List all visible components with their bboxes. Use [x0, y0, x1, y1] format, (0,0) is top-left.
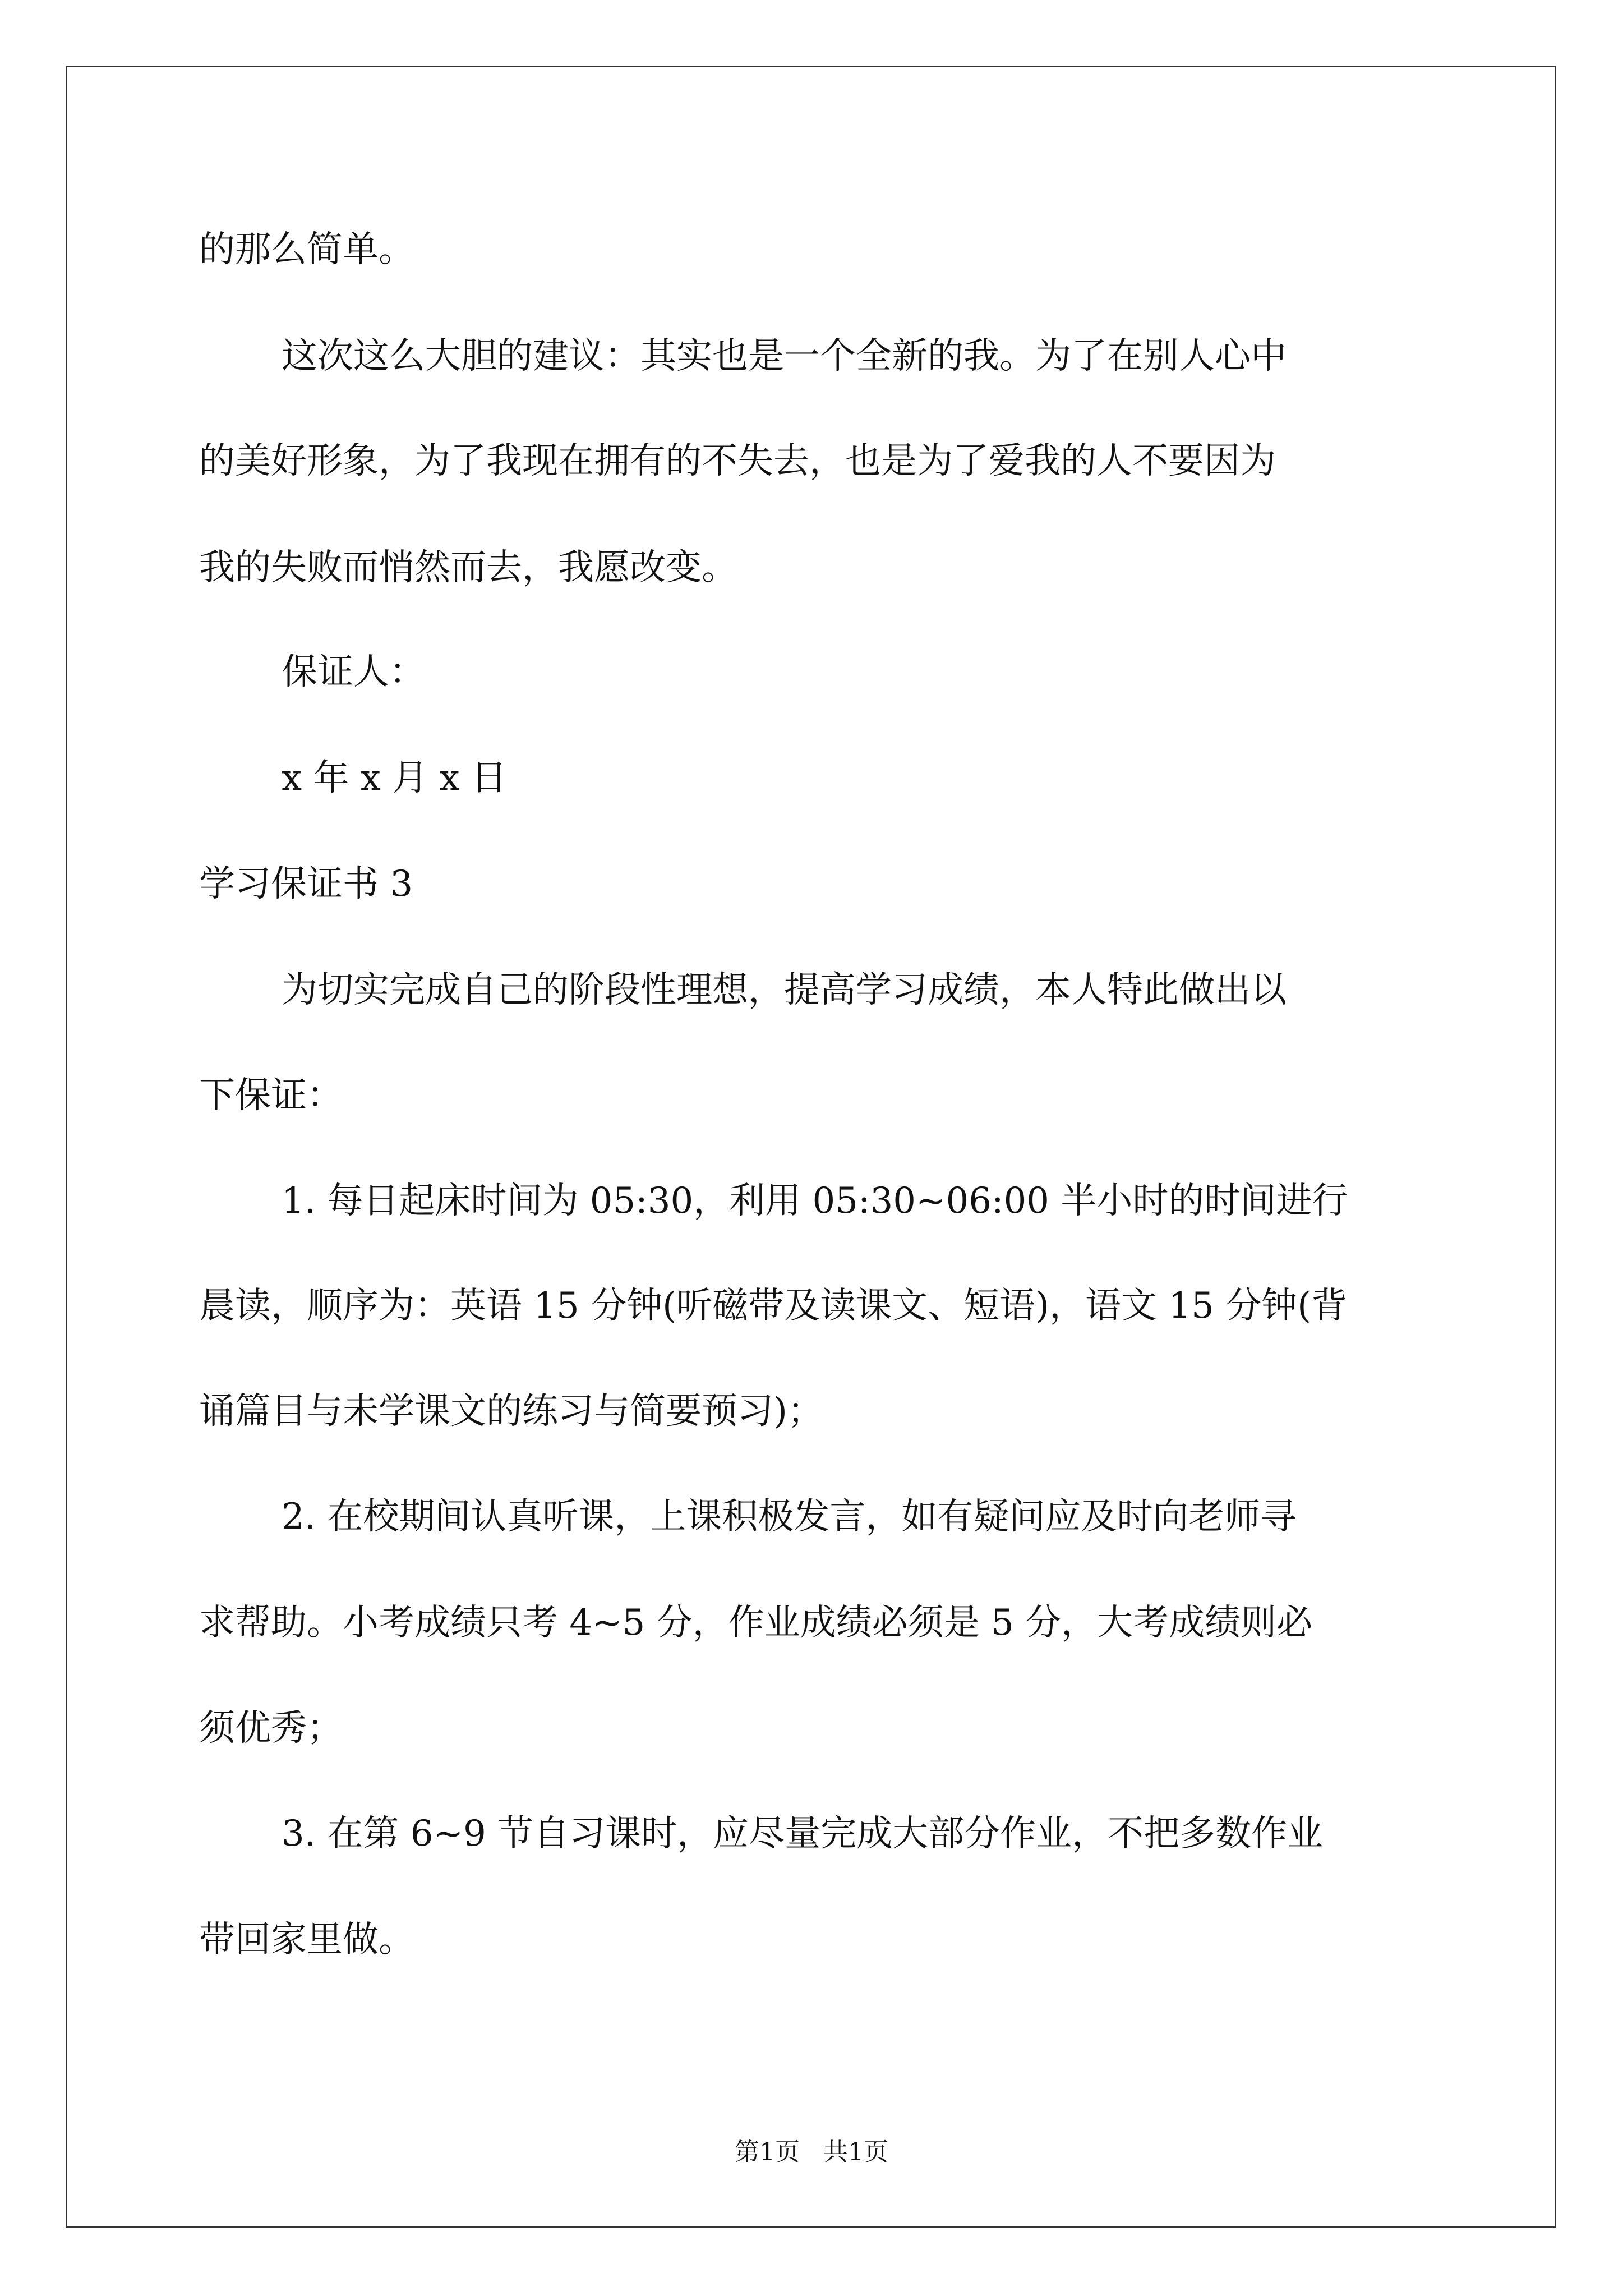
text-line-10: 1. 每日起床时间为 05:30，利用 05:30~06:00 半小时的时间进行: [282, 1180, 1348, 1222]
text-line-6: x 年 x 月 x 日: [282, 757, 507, 799]
text-line-12: 诵篇目与未学课文的练习与简要预习)；: [199, 1391, 823, 1432]
text-line-8: 为切实完成自己的阶段性理想，提高学习成绩，本人特此做出以: [282, 969, 1287, 1011]
page-border: [66, 66, 1556, 2228]
text-line-4: 我的失败而悄然而去，我愿改变。: [199, 547, 737, 588]
page-footer: 第1页 共1页: [735, 2138, 888, 2166]
text-line-16: 3. 在第 6~9 节自习课时，应尽量完成大部分作业，不把多数作业: [282, 1813, 1324, 1855]
text-line-2: 这次这么大胆的建议：其实也是一个全新的我。为了在别人心中: [282, 335, 1287, 377]
text-line-17: 带回家里做。: [199, 1919, 414, 1961]
text-line-15: 须优秀；: [199, 1708, 343, 1749]
text-line-14: 求帮助。小考成绩只考 4~5 分，作业成绩必须是 5 分，大考成绩则必: [199, 1602, 1313, 1644]
text-line-3: 的美好形象，为了我现在拥有的不失去，也是为了爱我的人不要因为: [199, 440, 1276, 482]
section-heading: 学习保证书 3: [199, 863, 413, 905]
text-line-1: 的那么简单。: [199, 229, 414, 270]
text-line-5: 保证人：: [282, 651, 425, 693]
text-line-13: 2. 在校期间认真听课，上课积极发言，如有疑问应及时向老师寻: [282, 1496, 1297, 1538]
text-line-9: 下保证：: [199, 1075, 343, 1116]
text-line-11: 晨读，顺序为：英语 15 分钟(听磁带及读课文、短语)，语文 15 分钟(背: [199, 1285, 1348, 1327]
